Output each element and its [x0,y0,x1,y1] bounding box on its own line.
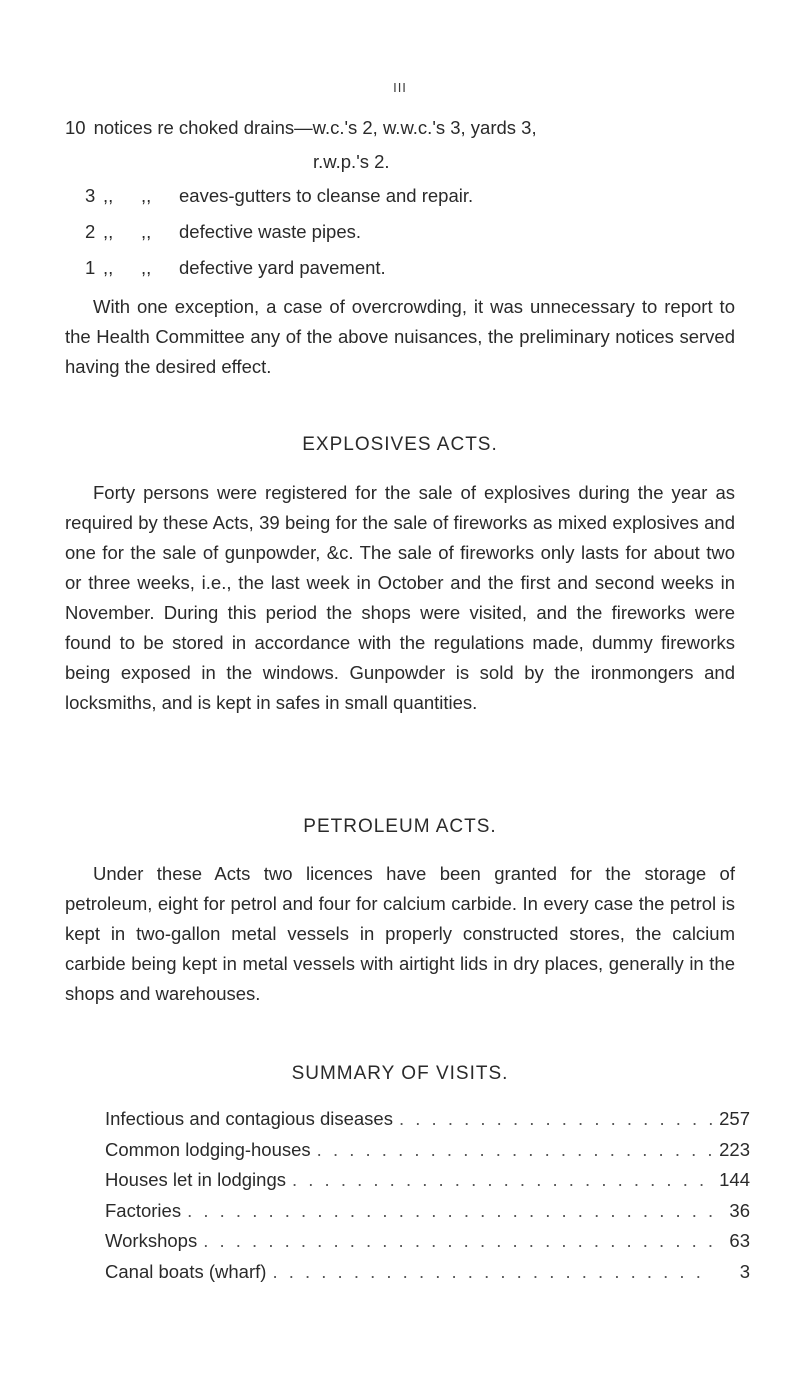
leader-dots [286,1169,712,1191]
notice-count: 10 [65,117,86,138]
summary-row [105,1169,750,1200]
paragraph-text: Under these Acts two licences have been granted for the storage of petroleum, eight for petrol and four for calcium carbide. In every case the petrol is kept in two-gallon metal vessels in properly constructed stores, the calcium carbide being kept in metal vessels with airtight lids in dry places, generally in the shops and warehouses. [65,863,735,1004]
ditto-mark: ,, [103,221,114,242]
summary-value: 144 [719,1169,750,1190]
leader-dots [393,1108,712,1130]
summary-row [105,1108,750,1139]
summary-value: 257 [719,1108,750,1129]
notice-count: 3 [85,185,96,206]
summary-label: Canal boats (wharf) [105,1260,267,1282]
summary-row [105,1230,750,1261]
petroleum-paragraph [65,859,735,1009]
summary-label: Workshops [105,1230,198,1251]
summary-table [105,1108,750,1291]
summary-value: 36 [729,1199,750,1221]
ditto-mark: ,, [103,257,114,278]
notice-row [65,178,755,214]
notice-row [65,110,755,146]
leader-dots [181,1200,712,1222]
leader-dots [266,1261,712,1283]
paragraph-text: With one exception, a case of overcrowding, it was unnecessary to report to the Health Committee any of the above nuisances, the preliminary notices served having the desired effect. [65,296,735,377]
summary-label: Common lodging-houses [105,1138,311,1160]
notice-count: 2 [85,221,96,242]
summary-value: 3 [739,1260,750,1282]
summary-label: Houses let in lodgings [105,1169,286,1190]
notice-count: 1 [85,257,96,278]
notice-text: notices re choked drains—w.c.'s 2, w.w.c.'s 3, yards 3, [93,117,537,138]
nuisance-paragraph [65,292,735,382]
section-heading-petroleum: PETROLEUM ACTS. [303,816,497,837]
ditto-mark: ,, [141,185,152,206]
explosives-paragraph [65,478,735,718]
summary-value: 63 [729,1230,750,1251]
notice-continuation: r.w.p.'s 2. [313,151,390,172]
section-heading-explosives: EXPLOSIVES ACTS. [302,434,498,455]
summary-value: 223 [719,1138,750,1160]
leader-dots [311,1139,712,1161]
notice-row [65,214,755,250]
notice-text: defective waste pipes. [179,221,362,242]
notice-text: defective yard pavement. [179,257,386,278]
ditto-mark: ,, [141,221,152,242]
ditto-mark: ,, [141,257,152,278]
leader-dots [197,1230,712,1252]
paragraph-text: Forty persons were registered for the sale of explosives during the year as required by these Acts, 39 being for the sale of fireworks as mixed explosives and one for the sale of gunpowder, &c. The sale of fireworks only lasts for about two or three weeks, i.e., the last week in October and the first and second weeks in November. During this period the shops were visited, and the fireworks were found to be stored in accordance with the regulations made, dummy fireworks being exposed in the windows. Gunpowder is sold by the ironmongers and locksmiths, and is kept in safes in small quantities. [65,482,735,713]
summary-label: Infectious and contagious diseases [105,1108,393,1129]
summary-label: Factories [105,1199,182,1221]
notice-text: eaves-gutters to cleanse and repair. [179,185,474,206]
notices-list [65,110,755,286]
section-heading-summary: SUMMARY OF VISITS. [291,1063,509,1084]
notice-row [65,250,755,286]
summary-row [105,1200,750,1231]
page-number: III [393,80,407,95]
summary-row [105,1139,750,1170]
ditto-mark: ,, [103,185,114,206]
summary-row [105,1261,750,1292]
